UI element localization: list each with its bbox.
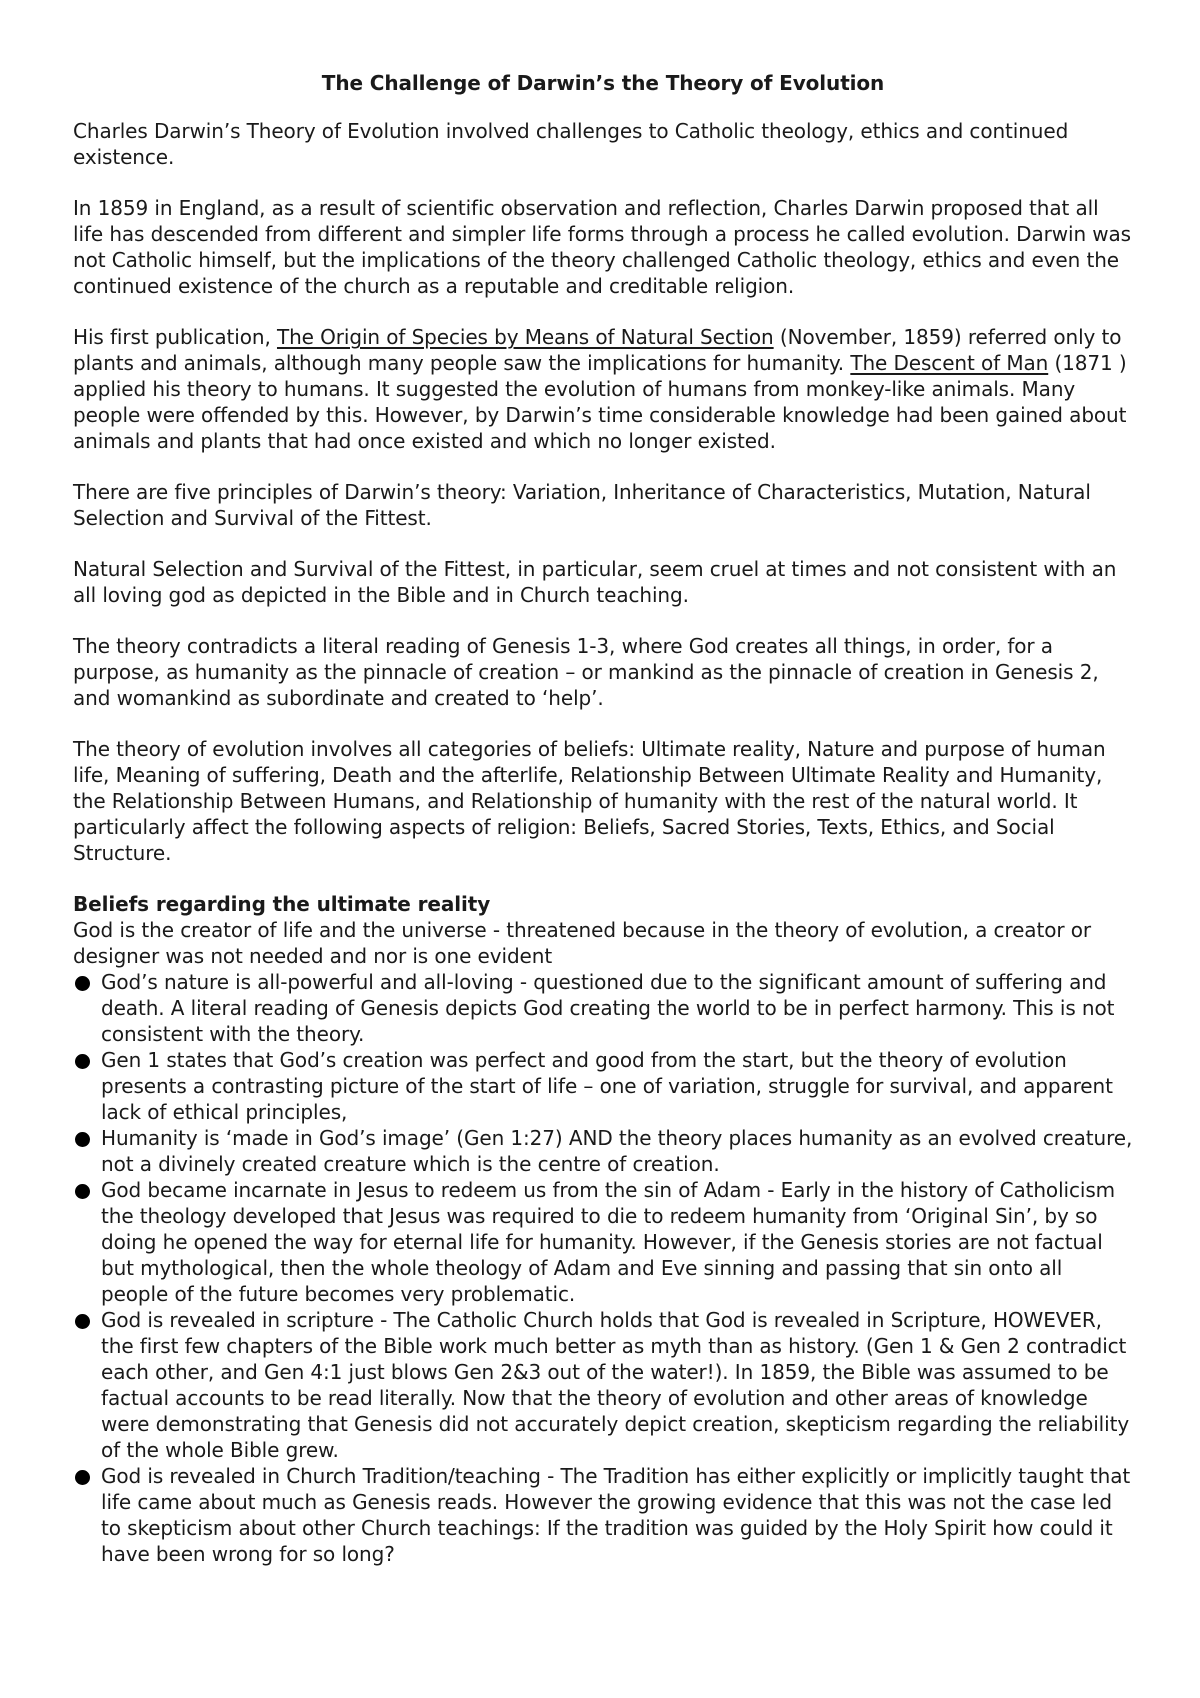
paragraph-genesis: The theory contradicts a literal reading of Genesis 1-3, where God creates all things, in order, for a purpose, as humanity as the pinnacle of creation – or mankind as the pinnacle of creation in Genesis 2, and womankind as subordinate and created to ‘help’.: [73, 634, 1099, 710]
bullet-dot-icon: [75, 1470, 90, 1485]
bullet-dot-icon: [75, 1132, 90, 1147]
list-item-text: God’s nature is all-powerful and all-loving - questioned due to the significant amount of suffering and death. A literal reading of Genesis depicts God creating the world to be in perfect harmony. This is not consistent with the theory.: [101, 970, 1115, 1046]
bullet-dot-icon: [75, 976, 90, 991]
list-item-text: God became incarnate in Jesus to redeem us from the sin of Adam - Early in the history of Catholicism the theology developed that Jesus was required to die to redeem humanity from ‘Original Sin’, by so doing he opened the way for eternal life for humanity. However, if the Genesis stories are not factual but mythological, then the whole theology of Adam and Eve sinning and passing that sin onto all people of the future becomes very problematic.: [101, 1178, 1116, 1306]
list-item: [73, 1125, 1133, 1177]
list-item: [73, 969, 1133, 1047]
book-title-origin-of-species: The Origin of Species by Means of Natural Section: [276, 325, 774, 349]
paragraph-1859: In 1859 in England, as a result of scientific observation and reflection, Charles Darwin proposed that all life has descended from different and simpler life forms through a process he called evolution. Darwin was not Catholic himself, but the implications of the theory challenged Catholic theology, ethics and even the continued existence of the church as a reputable and creditable religion.: [73, 196, 1132, 298]
publications-text-b: (November, 1859) referred only to plants and animals, although many people saw the implications for humanity.: [73, 325, 1122, 375]
document-title: The Challenge of Darwin’s the Theory of Evolution: [321, 71, 885, 95]
document-page: [73, 70, 1133, 1567]
list-item: [73, 1177, 1133, 1307]
beliefs-bullet-list: [73, 969, 1133, 1567]
paragraph-categories: The theory of evolution involves all categories of beliefs: Ultimate reality, Nature and purpose of human life, Meaning of suffering, Death and the afterlife, Relationship Between Ultimate Reality and Humanity, the Relationship Between Humans, and Relationship of humanity with the rest of the natural world. It particularly affect the following aspects of religion: Beliefs, Sacred Stories, Texts, Ethics, and Social Structure.: [73, 737, 1106, 865]
list-item-text: God is revealed in scripture - The Catholic Church holds that God is revealed in Scripture, HOWEVER, the first few chapters of the Bible work much better as myth than as history. (Gen 1 & Gen 2 contradict each other, and Gen 4:1 just blows Gen 2&3 out of the water!). In 1859, the Bible was assumed to be factual accounts to be read literally. Now that the theory of evolution and other areas of knowledge were demonstrating that Genesis did not accurately depict creation, skepticism regarding the reliability of the whole Bible grew.: [101, 1308, 1130, 1462]
bullet-dot-icon: [75, 1054, 90, 1069]
list-item-text: Gen 1 states that God’s creation was perfect and good from the start, but the theory of evolution presents a contrasting picture of the start of life – one of variation, struggle for survival, and apparent lack of ethical principles,: [101, 1048, 1113, 1124]
bullet-dot-icon: [75, 1184, 90, 1199]
publications-text-c: (1871 ) applied his theory to humans. It suggested the evolution of humans from monkey-like animals. Many people were offended by this. However, by Darwin’s time considerable knowledge had been gained about animals and plants that had once existed and which no longer existed.: [73, 351, 1127, 453]
paragraph-natural-selection: Natural Selection and Survival of the Fittest, in particular, seem cruel at times and not consistent with an all loving god as depicted in the Bible and in Church teaching.: [73, 557, 1117, 607]
paragraph-intro: Charles Darwin’s Theory of Evolution involved challenges to Catholic theology, ethics and continued existence.: [73, 119, 1069, 169]
section-heading: Beliefs regarding the ultimate reality: [73, 892, 491, 916]
bullet-dot-icon: [75, 1314, 90, 1329]
list-item: [73, 1463, 1133, 1567]
list-item-text: Humanity is ‘made in God’s image’ (Gen 1:27) AND the theory places humanity as an evolved creature, not a divinely created creature which is the centre of creation.: [101, 1126, 1133, 1176]
section-intro: God is the creator of life and the universe - threatened because in the theory of evolution, a creator or designer was not needed and nor is one evident: [73, 918, 1091, 968]
book-title-descent-of-man: The Descent of Man: [850, 351, 1049, 375]
paragraph-publications: [73, 324, 1133, 454]
publications-text-a: His first publication,: [73, 325, 277, 349]
list-item: [73, 1047, 1133, 1125]
list-item: [73, 1307, 1133, 1463]
paragraph-five-principles: There are five principles of Darwin’s theory: Variation, Inheritance of Characteristics, Mutation, Natural Selection and Survival of the Fittest.: [73, 480, 1091, 530]
list-item-text: God is revealed in Church Tradition/teaching - The Tradition has either explicitly or implicitly taught that life came about much as Genesis reads. However the growing evidence that this was not the case led to skepticism about other Church teachings: If the tradition was guided by the Holy Spirit how could it have been wrong for so long?: [101, 1464, 1131, 1566]
